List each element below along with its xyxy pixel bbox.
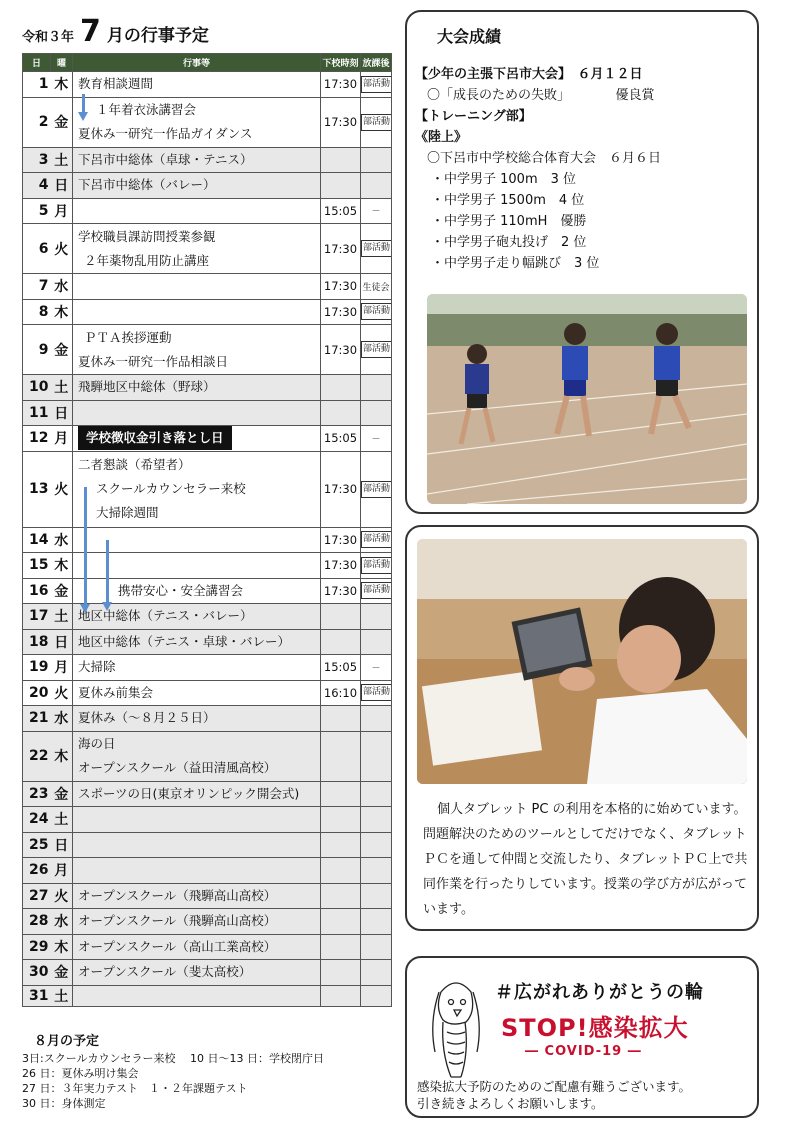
day-cell: 26 (23, 858, 51, 884)
dismissal-time-cell: 17:30 (321, 553, 361, 579)
table-row (23, 655, 392, 681)
table-row (23, 934, 392, 960)
events-cell (73, 426, 321, 452)
result-line: 〇「成長のための失敗」 優良賞 (427, 88, 655, 103)
table-row (23, 375, 392, 401)
day-cell: 1 (23, 72, 51, 98)
table-row (23, 72, 392, 98)
after-school-cell (361, 960, 392, 986)
after-school-cell (361, 731, 392, 781)
covid-hashtag: ＃広がれありがとうの輪 (495, 982, 704, 1003)
after-school-cell (361, 147, 392, 173)
dismissal-time-cell: 17:30 (321, 527, 361, 553)
weekday-cell: 火 (51, 680, 73, 706)
amabie-icon (421, 972, 491, 1082)
events-cell (73, 985, 321, 1006)
table-row (23, 960, 392, 986)
after-school-cell (361, 426, 392, 452)
dismissal-time-cell (321, 706, 361, 732)
after-school-cell (361, 781, 392, 807)
title-text: 月の行事予定 (106, 26, 209, 46)
arrow-counselor (106, 540, 109, 603)
after-school-cell (361, 680, 392, 706)
dismissal-time-cell: 15:05 (321, 655, 361, 681)
event-text: １年着衣泳講習会 (96, 102, 197, 117)
result-line: ・中学男子 1500m 4 位 (431, 193, 585, 208)
after-school-cell (361, 274, 392, 300)
after-school-cell (361, 858, 392, 884)
weekday-cell: 土 (51, 147, 73, 173)
after-school-text: － (371, 663, 381, 674)
table-header-row (23, 54, 392, 72)
event-text: 夏休み（～８月２５日） (78, 710, 216, 726)
event-text: 大掃除 (78, 659, 116, 675)
dismissal-time-cell: 16:10 (321, 680, 361, 706)
table-row (23, 299, 392, 325)
result-line: ・中学男子 110mH 優勝 (431, 214, 587, 229)
day-cell: 18 (23, 629, 51, 655)
table-row (23, 604, 392, 630)
club-activity-stamp: 部活動 (361, 303, 392, 320)
day-cell: 20 (23, 680, 51, 706)
header-events: 行事等 (73, 54, 321, 72)
header-day: 日 (23, 54, 51, 72)
dismissal-time-cell (321, 375, 361, 401)
events-cell (73, 781, 321, 807)
after-school-cell (361, 909, 392, 935)
weekday-cell: 日 (51, 400, 73, 426)
result-line: ・中学男子砲丸投げ 2 位 (431, 235, 587, 250)
event-text: オープンスクール（益田清風高校） (78, 760, 277, 775)
result-line: ・中学男子 100m 3 位 (431, 172, 577, 187)
table-row (23, 325, 392, 375)
arrow-education-consult (82, 94, 85, 113)
after-school-cell (361, 224, 392, 274)
day-cell: 29 (23, 934, 51, 960)
weekday-cell: 土 (51, 604, 73, 630)
events-cell (73, 553, 321, 579)
weekday-cell: 金 (51, 960, 73, 986)
day-cell: 16 (23, 578, 51, 604)
day-cell: 30 (23, 960, 51, 986)
dismissal-time-cell (321, 985, 361, 1006)
dismissal-time-cell (321, 604, 361, 630)
dismissal-time-cell (321, 858, 361, 884)
table-row (23, 553, 392, 579)
weekday-cell: 土 (51, 807, 73, 833)
events-cell (73, 909, 321, 935)
month-number: 7 (80, 14, 101, 49)
covid-stop-title: STOP!感染拡大 (501, 1014, 689, 1042)
weekday-cell: 水 (51, 274, 73, 300)
after-school-cell (361, 198, 392, 224)
table-row (23, 858, 392, 884)
after-school-cell (361, 934, 392, 960)
weekday-cell: 月 (51, 858, 73, 884)
after-school-cell (361, 553, 392, 579)
result-line: 【少年の主張下呂市大会】 ６月１２日 (415, 67, 643, 82)
weekday-cell: 日 (51, 832, 73, 858)
dismissal-time-cell (321, 781, 361, 807)
day-cell: 28 (23, 909, 51, 935)
club-activity-stamp: 部活動 (361, 481, 392, 498)
events-cell (73, 578, 321, 604)
dismissal-time-cell: 17:30 (321, 451, 361, 527)
after-school-text: 生徒会 (362, 282, 390, 293)
dismissal-time-cell: 17:30 (321, 224, 361, 274)
table-row (23, 224, 392, 274)
dismissal-time-cell (321, 629, 361, 655)
dismissal-time-cell (321, 909, 361, 935)
dismissal-time-cell: 17:30 (321, 578, 361, 604)
after-school-cell (361, 173, 392, 199)
day-cell: 9 (23, 325, 51, 375)
dismissal-time-cell: 17:30 (321, 299, 361, 325)
covid-panel (405, 956, 759, 1118)
dismissal-time-cell: 17:30 (321, 274, 361, 300)
after-school-cell (361, 578, 392, 604)
weekday-cell: 金 (51, 781, 73, 807)
club-activity-stamp: 部活動 (361, 557, 392, 574)
event-text: 携帯安心・安全講習会 (118, 582, 244, 598)
event-text: オープンスクール（飛騨高山高校） (78, 913, 277, 929)
after-school-cell (361, 807, 392, 833)
weekday-cell: 火 (51, 224, 73, 274)
club-activity-stamp: 部活動 (361, 531, 392, 548)
event-text: スポーツの日(東京オリンピック開会式) (78, 785, 300, 801)
events-cell (73, 400, 321, 426)
event-text: オープンスクール（高山工業高校） (78, 938, 277, 954)
weekday-cell: 月 (51, 426, 73, 452)
table-row (23, 985, 392, 1006)
club-activity-stamp: 部活動 (361, 114, 392, 131)
day-cell: 15 (23, 553, 51, 579)
table-row (23, 883, 392, 909)
day-cell: 7 (23, 274, 51, 300)
weekday-cell: 木 (51, 731, 73, 781)
weekday-cell: 日 (51, 629, 73, 655)
events-cell (73, 325, 321, 375)
table-row (23, 680, 392, 706)
covid-label: ― COVID-19 ― (525, 1044, 642, 1059)
events-cell (73, 147, 321, 173)
events-cell (73, 173, 321, 199)
after-school-cell (361, 375, 392, 401)
events-cell (73, 807, 321, 833)
weekday-cell: 水 (51, 527, 73, 553)
day-cell: 23 (23, 781, 51, 807)
day-cell: 14 (23, 527, 51, 553)
day-cell: 22 (23, 731, 51, 781)
events-cell (73, 629, 321, 655)
august-line: 26 日：夏休み明け集会 (22, 1067, 139, 1080)
after-school-cell (361, 527, 392, 553)
day-cell: 21 (23, 706, 51, 732)
event-text: 地区中総体（テニス・バレー） (78, 608, 253, 624)
weekday-cell: 木 (51, 934, 73, 960)
event-text: 夏休み前集会 (78, 684, 154, 700)
results-list (415, 64, 755, 274)
after-school-text: － (371, 434, 381, 445)
august-schedule (22, 1034, 382, 1111)
covid-message-line: 感染拡大予防のためのご配慮有難うございます。 (417, 1079, 692, 1094)
day-cell: 11 (23, 400, 51, 426)
dismissal-time-cell (321, 400, 361, 426)
table-row (23, 147, 392, 173)
day-cell: 24 (23, 807, 51, 833)
table-row (23, 274, 392, 300)
table-row (23, 807, 392, 833)
event-text: 海の日 (78, 736, 116, 751)
event-text: 二者懇談（希望者） (78, 457, 191, 472)
dismissal-time-cell (321, 147, 361, 173)
table-row (23, 198, 392, 224)
day-cell: 6 (23, 224, 51, 274)
events-cell (73, 960, 321, 986)
header-weekday: 曜 (51, 54, 73, 72)
events-cell (73, 883, 321, 909)
day-cell: 12 (23, 426, 51, 452)
weekday-cell: 金 (51, 97, 73, 147)
after-school-cell (361, 72, 392, 98)
tablet-panel (405, 525, 759, 931)
dismissal-time-cell (321, 960, 361, 986)
dismissal-time-cell (321, 832, 361, 858)
events-cell (73, 832, 321, 858)
schedule-table (22, 53, 392, 1007)
after-school-text: － (371, 207, 381, 218)
weekday-cell: 土 (51, 375, 73, 401)
after-school-cell (361, 604, 392, 630)
tablet-description: 個人タブレット PC の利用を本格的に始めています。問題解決のためのツールとしてだけでなく、タブレットＰＣを通して仲間と交流したり、タブレットＰＣ上で共同作業を行ったりしています。授業の学び方が広がっています。 (423, 802, 748, 917)
covid-message (417, 1078, 691, 1112)
august-line: 30 日：身体測定 (22, 1097, 106, 1110)
events-cell (73, 451, 321, 527)
day-cell: 17 (23, 604, 51, 630)
day-cell: 13 (23, 451, 51, 527)
august-line: 27 日：３年実力テスト １・２年課題テスト (22, 1082, 248, 1095)
after-school-cell (361, 883, 392, 909)
weekday-cell: 水 (51, 706, 73, 732)
era-year: 令和３年 (22, 30, 75, 45)
event-text (78, 426, 320, 450)
event-text: 地区中総体（テニス・卓球・バレー） (78, 633, 291, 649)
events-cell (73, 655, 321, 681)
header-after-school: 放課後 (361, 54, 392, 72)
table-row (23, 706, 392, 732)
table-row (23, 173, 392, 199)
header-time: 下校時刻 (321, 54, 361, 72)
events-cell (73, 858, 321, 884)
dismissal-time-cell: 17:30 (321, 97, 361, 147)
day-cell: 25 (23, 832, 51, 858)
result-line: 〇下呂市中学校総合体育大会 ６月６日 (427, 151, 662, 166)
after-school-cell (361, 985, 392, 1006)
after-school-cell (361, 400, 392, 426)
after-school-cell (361, 655, 392, 681)
august-heading: ８月の予定 (34, 1034, 100, 1049)
day-cell: 19 (23, 655, 51, 681)
table-row (23, 832, 392, 858)
club-activity-stamp: 部活動 (361, 240, 392, 257)
club-activity-stamp: 部活動 (361, 582, 392, 599)
day-cell: 2 (23, 97, 51, 147)
event-text: 大掃除週間 (96, 505, 159, 520)
event-text: 飛騨地区中総体（野球） (78, 379, 216, 395)
event-text: ２年薬物乱用防止講座 (84, 252, 210, 268)
dismissal-time-cell (321, 173, 361, 199)
event-text: 下呂市中総体（バレー） (78, 177, 216, 193)
event-text: オープンスクール（飛騨高山高校） (78, 887, 277, 903)
events-cell (73, 274, 321, 300)
dismissal-time-cell (321, 731, 361, 781)
result-line: 《陸上》 (415, 130, 468, 145)
day-cell: 5 (23, 198, 51, 224)
event-text: スクールカウンセラー来校 (96, 481, 246, 496)
arrow-interview (84, 487, 87, 605)
weekday-cell: 金 (51, 578, 73, 604)
dismissal-time-cell: 17:30 (321, 72, 361, 98)
after-school-cell (361, 97, 392, 147)
weekday-cell: 月 (51, 198, 73, 224)
dismissal-time-cell: 15:05 (321, 426, 361, 452)
result-line: 【トレーニング部】 (415, 109, 532, 124)
dismissal-time-cell: 17:30 (321, 325, 361, 375)
after-school-cell (361, 451, 392, 527)
event-text: 教育相談週間 (78, 76, 154, 92)
weekday-cell: 木 (51, 72, 73, 98)
after-school-cell (361, 299, 392, 325)
table-row (23, 451, 392, 527)
weekday-cell: 日 (51, 173, 73, 199)
table-row (23, 731, 392, 781)
club-activity-stamp: 部活動 (361, 684, 392, 701)
event-text: 学校職員課訪問授業参観 (78, 228, 216, 244)
events-cell (73, 224, 321, 274)
weekday-cell: 火 (51, 451, 73, 527)
weekday-cell: 月 (51, 655, 73, 681)
day-cell: 8 (23, 299, 51, 325)
club-activity-stamp: 部活動 (361, 341, 392, 358)
event-text: 夏休み一研究一作品ガイダンス (78, 126, 253, 141)
weekday-cell: 火 (51, 883, 73, 909)
after-school-cell (361, 325, 392, 375)
day-cell: 31 (23, 985, 51, 1006)
results-panel (405, 10, 759, 514)
events-cell (73, 72, 321, 98)
table-row (23, 400, 392, 426)
table-row (23, 629, 392, 655)
dismissal-time-cell: 15:05 (321, 198, 361, 224)
after-school-cell (361, 832, 392, 858)
day-cell: 4 (23, 173, 51, 199)
club-activity-stamp: 部活動 (361, 76, 392, 93)
table-row (23, 578, 392, 604)
dismissal-time-cell (321, 807, 361, 833)
weekday-cell: 木 (51, 553, 73, 579)
table-row (23, 781, 392, 807)
events-cell (73, 731, 321, 781)
event-text: ＰＴＡ挨拶運動 (84, 329, 172, 345)
events-cell (73, 527, 321, 553)
results-title: 大会成績 (437, 27, 502, 46)
weekday-cell: 木 (51, 299, 73, 325)
day-cell: 27 (23, 883, 51, 909)
after-school-cell (361, 706, 392, 732)
after-school-cell (361, 629, 392, 655)
event-text: 夏休み一研究一作品相談日 (78, 353, 229, 369)
page-title (22, 14, 209, 48)
dismissal-time-cell (321, 934, 361, 960)
events-cell (73, 299, 321, 325)
result-line: ・中学男子走り幅跳び 3 位 (431, 256, 600, 271)
event-text: オープンスクール（斐太高校） (78, 964, 252, 980)
events-cell (73, 198, 321, 224)
table-row (23, 426, 392, 452)
events-cell (73, 706, 321, 732)
events-cell (73, 375, 321, 401)
august-line: 3日:スクールカウンセラー来校 10 日～13 日：学校閉庁日 (22, 1052, 324, 1065)
events-cell (73, 97, 321, 147)
table-row (23, 97, 392, 147)
weekday-cell: 金 (51, 325, 73, 375)
event-text: 下呂市中総体（卓球・テニス） (78, 151, 253, 167)
track-race-photo (427, 294, 747, 504)
tablet-class-photo (417, 539, 747, 784)
events-cell (73, 934, 321, 960)
highlight-event: 学校徴収金引き落とし日 (78, 426, 232, 450)
weekday-cell: 土 (51, 985, 73, 1006)
day-cell: 3 (23, 147, 51, 173)
events-cell (73, 680, 321, 706)
covid-message-line: 引き続きよろしくお願いします。 (417, 1096, 604, 1111)
dismissal-time-cell (321, 883, 361, 909)
weekday-cell: 水 (51, 909, 73, 935)
day-cell: 10 (23, 375, 51, 401)
table-row (23, 527, 392, 553)
table-row (23, 909, 392, 935)
